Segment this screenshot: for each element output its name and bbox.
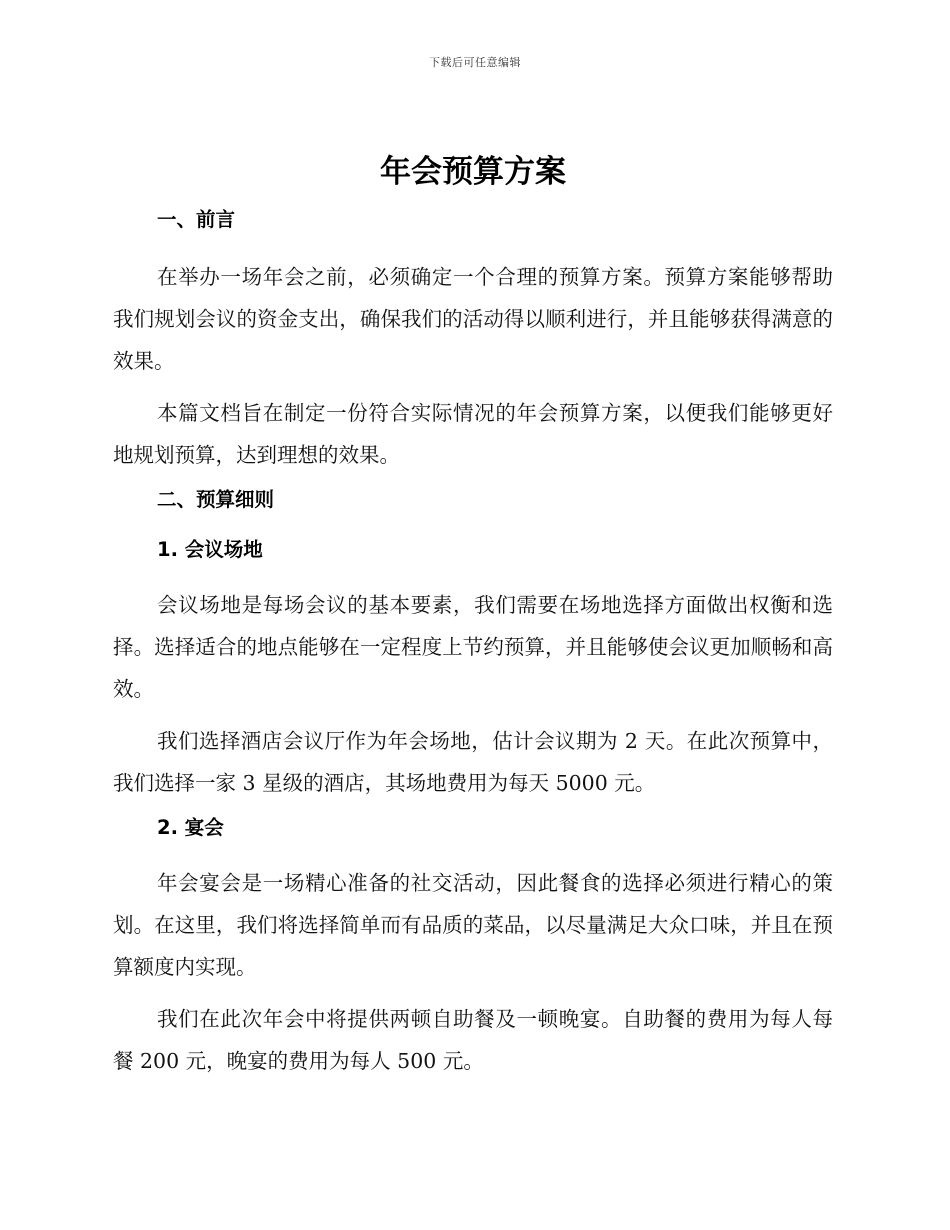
section-heading-budget-details: 二、预算细则 [157,488,275,511]
section-heading-preface: 一、前言 [157,208,236,231]
paragraph: 我们选择酒店会议厅作为年会场地，估计会议期为 2 天。在此次预算中，我们选择一家 3 星级的酒店，其场地费用为每天 5000 元。 [113,729,833,795]
paragraph: 在举办一场年会之前，必须确定一个合理的预算方案。预算方案能够帮助我们规划会议的资金支出，确保我们的活动得以顺利进行，并且能够获得满意的效果。 [113,265,833,373]
paragraph: 本篇文档旨在制定一份符合实际情况的年会预算方案，以便我们能够更好地规划预算，达到理想的效果。 [113,401,833,467]
document-title: 年会预算方案 [380,154,566,190]
paragraph: 我们在此次年会中将提供两顿自助餐及一顿晚宴。自助餐的费用为每人每餐 200 元，晚宴的费用为每人 500 元。 [113,1007,833,1073]
header-note: 下载后可任意编辑 [429,56,521,69]
subsection-heading-venue: 1. 会议场地 [157,538,263,561]
paragraph: 年会宴会是一场精心准备的社交活动，因此餐食的选择必须进行精心的策划。在这里，我们将选择简单而有品质的菜品，以尽量满足大众口味，并且在预算额度内实现。 [113,871,833,979]
subsection-heading-banquet: 2. 宴会 [157,816,224,839]
paragraph: 会议场地是每场会议的基本要素，我们需要在场地选择方面做出权衡和选择。选择适合的地点能够在一定程度上节约预算，并且能够使会议更加顺畅和高效。 [113,593,833,701]
document-body [113,150,833,1092]
